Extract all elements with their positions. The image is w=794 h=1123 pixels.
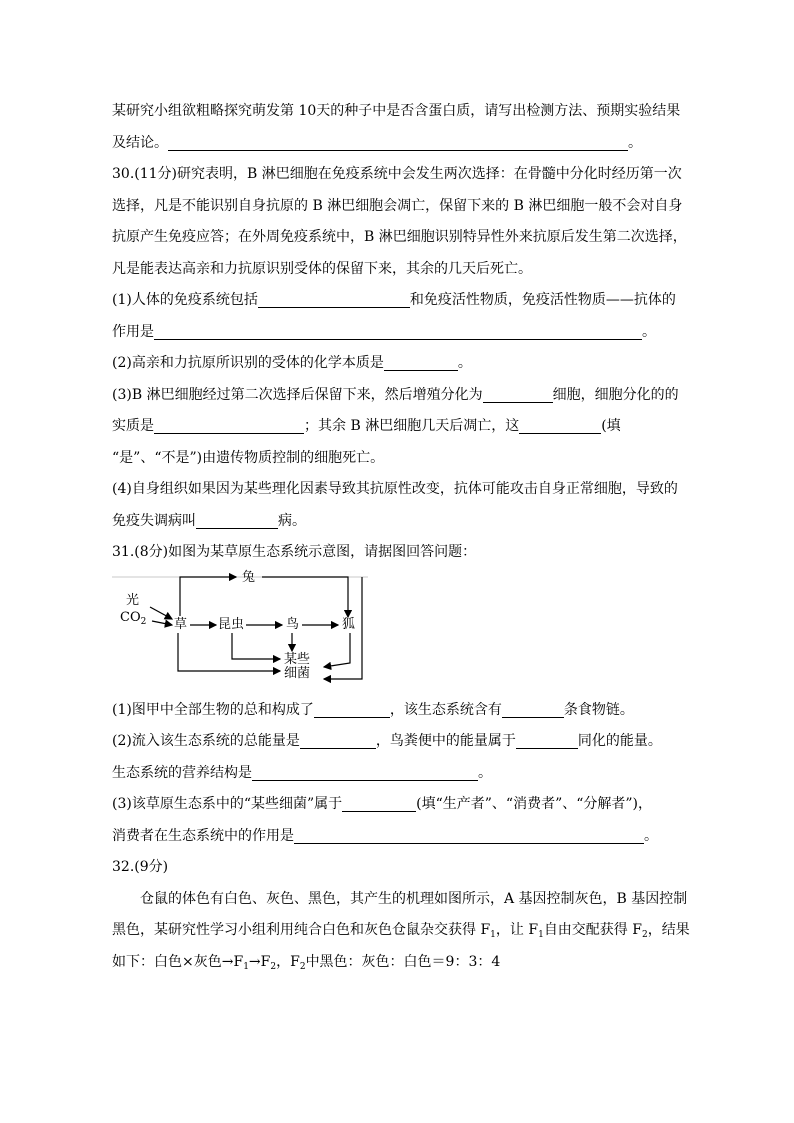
text-line: [112, 128, 686, 160]
text: 32.(9分): [112, 859, 169, 875]
q30-sub3: [112, 443, 686, 475]
arrow-insect-bacteria: [232, 633, 280, 659]
q32-line: [112, 947, 686, 979]
node-grass: 草: [174, 616, 188, 632]
text: 选择，凡是不能识别自身抗原的 B 淋巴细胞会凋亡，保留下来的 B 淋巴细胞一般不会对自身: [112, 197, 683, 214]
text: (2)高亲和力抗原所识别的受体的化学本质是: [112, 355, 384, 371]
text: 病。: [278, 512, 306, 529]
q30-sub1: [112, 317, 686, 349]
answer-blank[interactable]: [300, 732, 376, 749]
text: 。: [628, 134, 642, 151]
text: 生态系统的营养结构是: [112, 764, 252, 781]
text: 条食物链。: [563, 701, 634, 718]
q31-sub1: [112, 695, 686, 727]
text: 30.(11分)研究表明，B 淋巴细胞在免疫系统中会发生两次选择：在骨髓中分化时经历第一次: [112, 166, 682, 182]
text: 作用是: [112, 323, 154, 340]
arrow-rabbit-fox: [262, 577, 348, 617]
text: (3)B 淋巴细胞经过第二次选择后保留下来，然后增殖分化为: [112, 386, 483, 403]
bacteria-label-2: 细菌: [284, 665, 311, 681]
node-rabbit: 兔: [242, 569, 256, 585]
subscript: 1: [538, 930, 544, 940]
answer-blank[interactable]: [519, 417, 601, 434]
arrow-light-grass: [150, 607, 172, 619]
text: 免疫失调病叫: [112, 512, 196, 529]
food-web-diagram: [112, 571, 372, 691]
co2-label: CO: [120, 609, 141, 625]
node-insect: 昆虫: [218, 616, 245, 632]
q32-line: [112, 884, 686, 916]
q30-sub4: [112, 506, 686, 538]
arrow-co2-grass: [152, 621, 172, 625]
exam-page: [112, 96, 690, 978]
answer-blank[interactable]: [483, 386, 553, 403]
answer-blank[interactable]: [502, 701, 564, 718]
text: 如下：白色×灰色→F: [112, 953, 244, 970]
arrow-fox-bacteria: [324, 633, 350, 667]
answer-blank[interactable]: [154, 417, 304, 434]
text: ，让 F: [495, 922, 539, 938]
q30-sub2: [112, 348, 686, 380]
q31-sub3: [112, 821, 686, 853]
text: 。: [642, 323, 656, 340]
q30-line: [112, 222, 686, 254]
bacteria-label-1: 某些: [284, 651, 311, 667]
text: ；其余 B 淋巴细胞几天后凋亡，这: [304, 418, 520, 434]
text: ，F: [276, 953, 300, 970]
text: (2)流入该生态系统的总能量是: [112, 733, 300, 749]
text: “是”、“不是”)由遗传物质控制的细胞死亡。: [112, 449, 385, 466]
text: 细胞，细胞分化的的: [552, 386, 679, 403]
q30-line: [112, 254, 686, 286]
answer-blank[interactable]: [196, 512, 278, 529]
q31-sub2: [112, 758, 686, 790]
text: 。: [478, 764, 492, 781]
text-line: [112, 96, 686, 128]
q31-line: [112, 537, 686, 569]
text: 及结论。: [112, 134, 168, 151]
answer-blank[interactable]: [384, 354, 458, 371]
text: 。: [644, 827, 658, 844]
q30-sub4: [112, 474, 686, 506]
text: 黑色，某研究性学习小组利用纯合白色和灰色仓鼠杂交获得 F: [112, 922, 491, 938]
text: (1)人体的免疫系统包括: [112, 292, 258, 308]
text: 实质是: [112, 418, 154, 434]
text: (填: [601, 418, 621, 434]
node-light: 光: [126, 592, 140, 608]
node-fox: 狐: [342, 616, 356, 632]
answer-blank[interactable]: [154, 323, 642, 340]
text: (填“生产者”、“消费者”、“分解者”)，: [416, 796, 653, 812]
arrow-grass-rabbit: [180, 577, 236, 616]
text: 和免疫活性物质，免疫活性物质——抗体的: [409, 292, 676, 308]
text: 消费者在生态系统中的作用是: [112, 827, 294, 844]
q31-sub3: [112, 789, 686, 821]
text: ，结果: [647, 922, 690, 938]
q32-line: [112, 915, 690, 947]
answer-blank[interactable]: [314, 701, 390, 718]
subscript: 2: [270, 961, 277, 972]
answer-blank[interactable]: [258, 291, 410, 308]
text: 某研究小组欲粗略探究萌发第 10天的种子中是否含蛋白质，请写出检测方法、预期实验结果: [112, 103, 681, 119]
q32-head: [112, 852, 686, 884]
arrow-grass-bacteria: [178, 633, 280, 671]
node-bacteria: [284, 653, 310, 681]
co2-subscript: 2: [140, 616, 147, 627]
subscript: 2: [641, 930, 648, 940]
answer-blank[interactable]: [516, 732, 578, 749]
subscript: 2: [299, 961, 306, 972]
text: (3)该草原生态系中的“某些细菌”属于: [112, 796, 343, 812]
text: 同化的能量。: [577, 733, 662, 749]
answer-blank[interactable]: [252, 764, 478, 781]
q30-sub3: [112, 411, 686, 443]
text: ，该生态系统含有: [389, 701, 502, 718]
subscript: 1: [490, 930, 496, 940]
node-bird: 鸟: [286, 616, 300, 632]
text: ，鸟粪便中的能量属于: [375, 733, 516, 749]
text: 自由交配获得 F: [543, 922, 642, 938]
answer-blank[interactable]: [342, 795, 416, 812]
answer-blank[interactable]: [294, 827, 644, 844]
node-co2: [120, 611, 146, 625]
text: 抗原产生免疫应答；在外周免疫系统中，B 淋巴细胞识别特异性外来抗原后发生第二次选择，: [112, 229, 687, 245]
q30-line: [112, 159, 686, 191]
text: 31.(8分)如图为某草原生态系统示意图，请据图回答问题：: [112, 544, 477, 560]
text: 。: [457, 355, 472, 371]
text: (1)图甲中全部生物的总和构成了: [112, 701, 314, 718]
q30-sub1: [112, 285, 686, 317]
text: 凡是能表达高亲和力抗原识别受体的保留下来，其余的几天后死亡。: [112, 260, 532, 277]
q31-sub2: [112, 726, 686, 758]
subscript: 1: [243, 961, 249, 972]
text: 仓鼠的体色有白色、灰色、黑色，其产生的机理如图所示，A 基因控制灰色，B 基因控制: [140, 890, 688, 907]
q30-sub3: [112, 380, 686, 412]
text: →F: [248, 953, 271, 970]
q30-line: [112, 191, 686, 223]
text: 中黑色：灰色：白色＝9：3：4: [305, 953, 501, 970]
answer-blank[interactable]: [168, 134, 628, 151]
text: (4)自身组织如果因为某些理化因素导致其抗原性改变，抗体可能攻击自身正常细胞，导致的: [112, 481, 678, 497]
